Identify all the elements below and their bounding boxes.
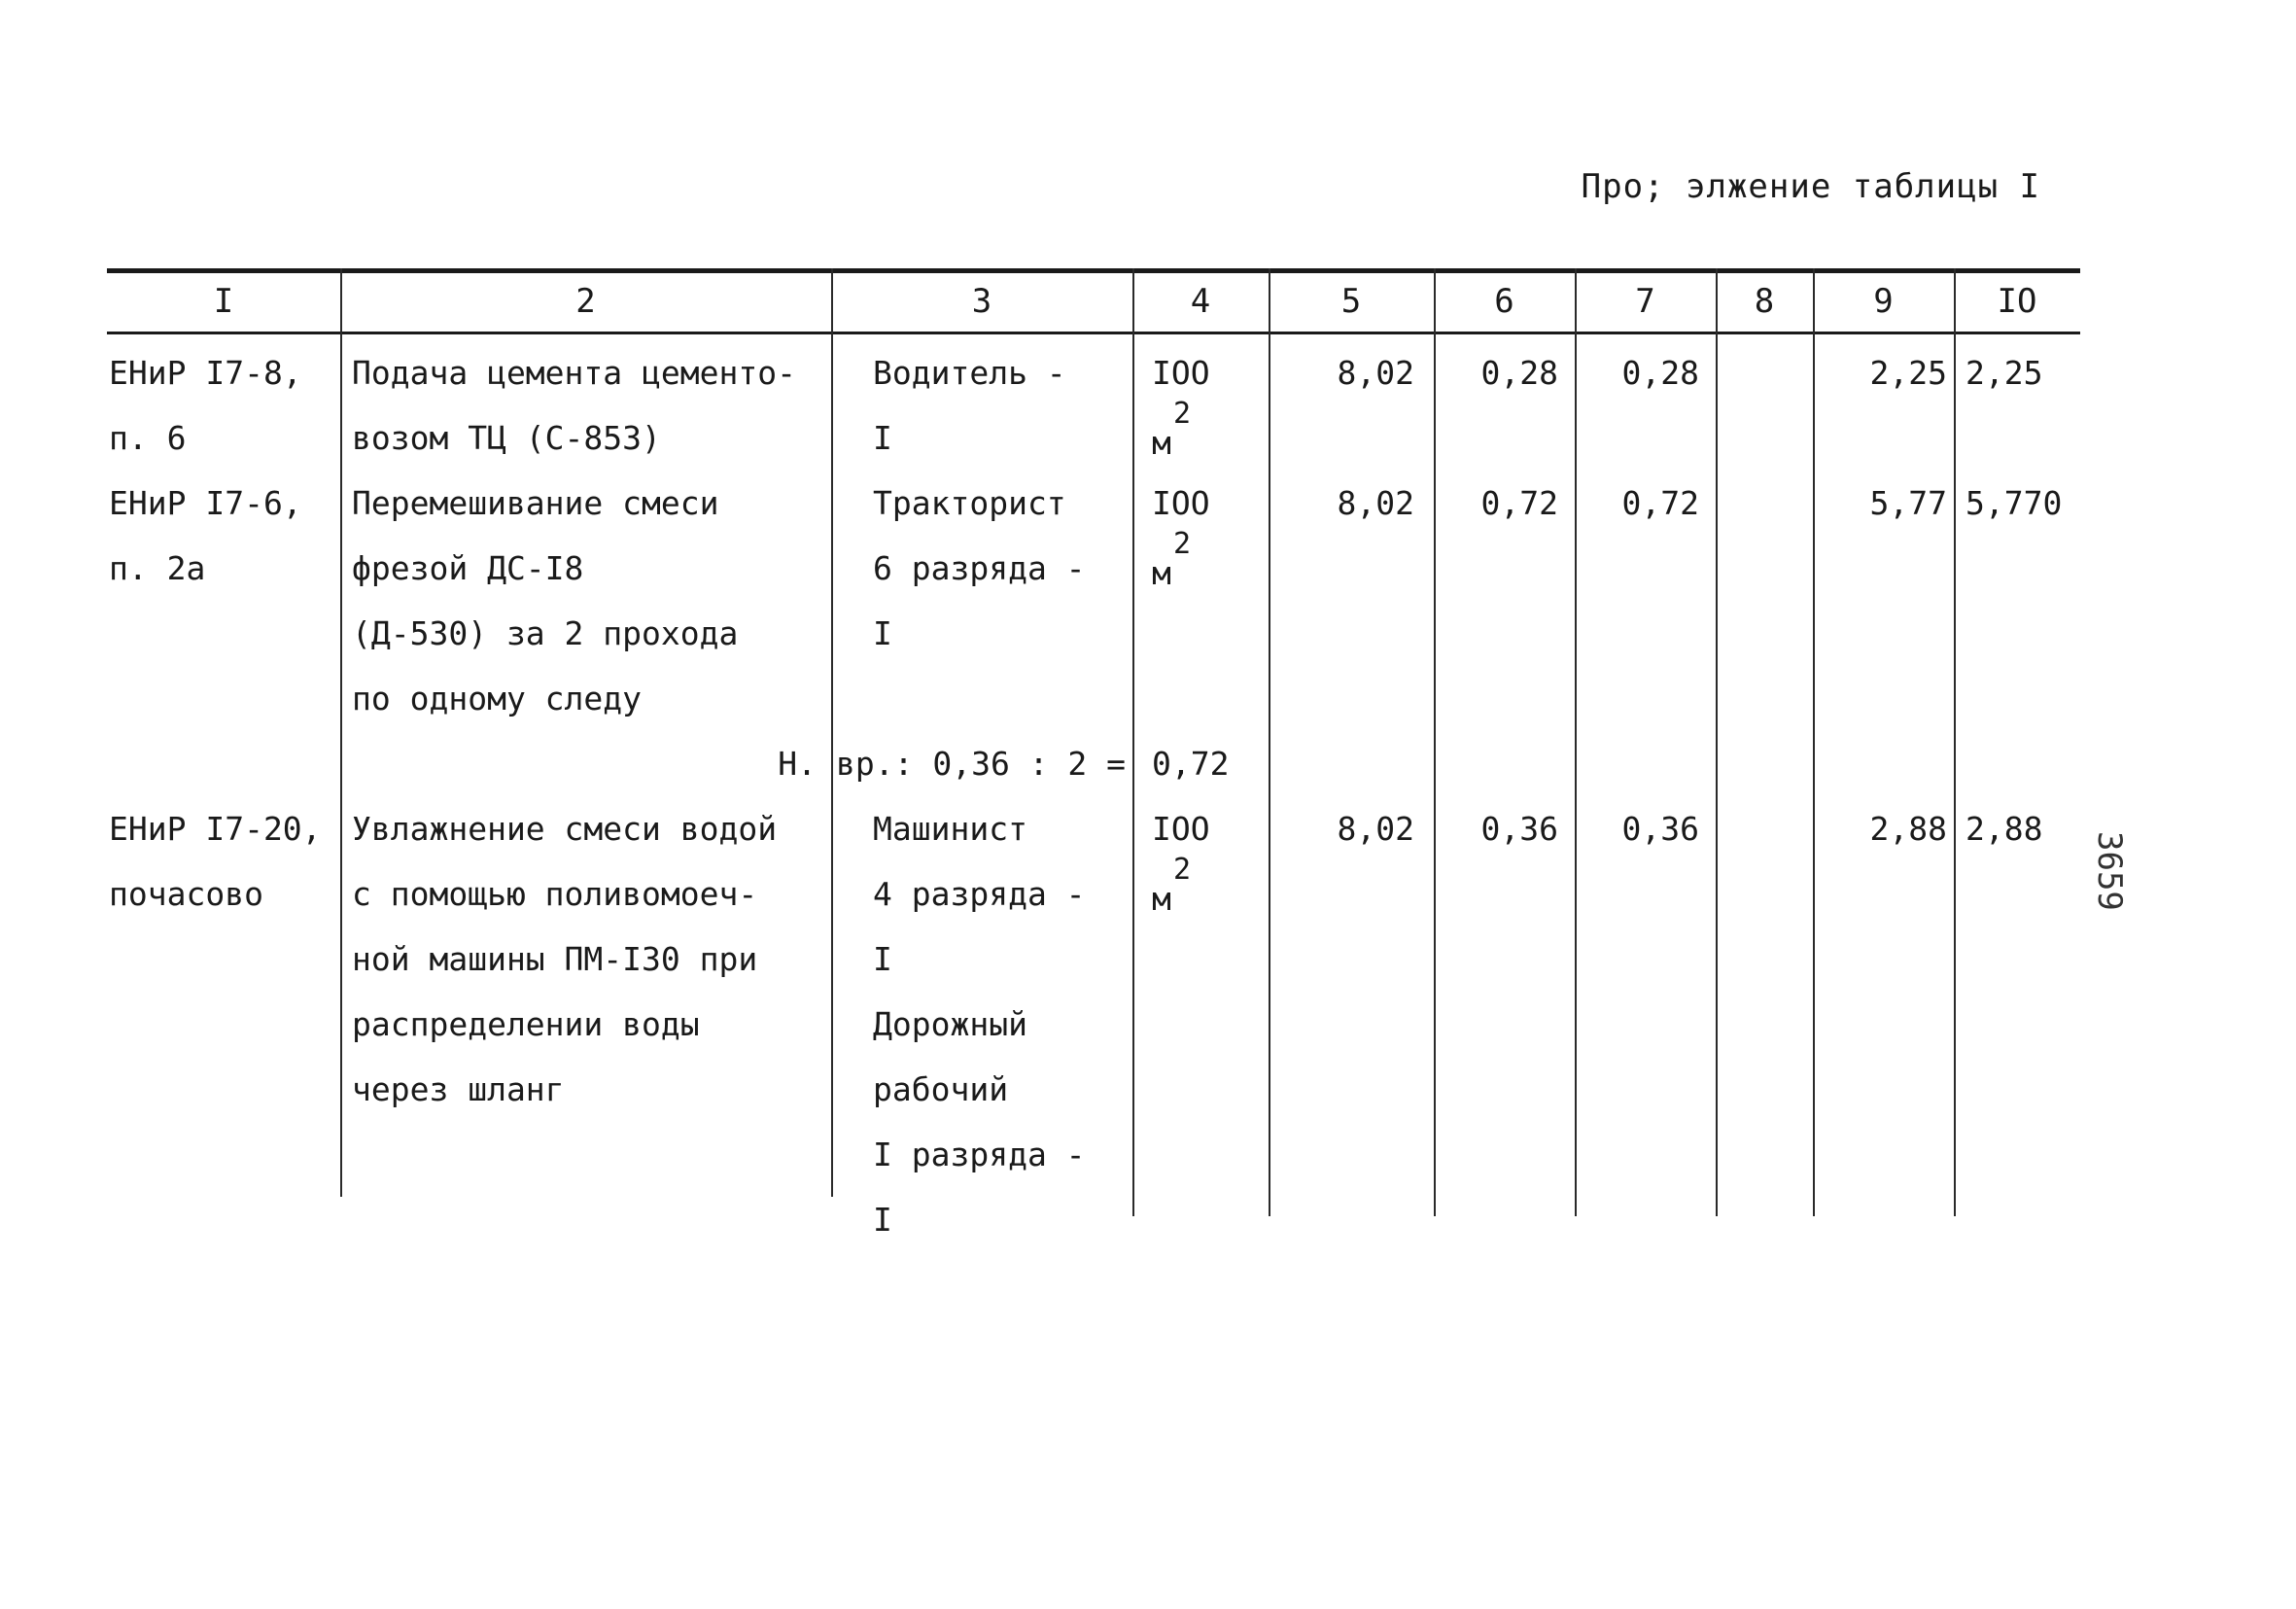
- value-col6: 0,72: [1480, 484, 1558, 522]
- norm-code: п. 2а: [109, 549, 206, 587]
- unit-measure: м: [1152, 424, 1171, 462]
- column-divider-4: [1269, 268, 1270, 1216]
- formula-prefix: Н.: [778, 745, 817, 783]
- work-description: Подача цемента цементо-: [352, 354, 796, 392]
- column-header: 9: [1873, 282, 1894, 321]
- work-description: Увлажнение смеси водой: [352, 810, 778, 848]
- work-description: с помощью поливомоеч-: [352, 875, 758, 913]
- value-col5: 8,02: [1337, 810, 1414, 848]
- crew-composition: рабочий: [873, 1070, 1009, 1108]
- work-description: по одному следу: [352, 680, 643, 717]
- unit-power: 2: [1173, 527, 1192, 561]
- crew-composition: I: [873, 940, 892, 978]
- column-header: I: [213, 282, 234, 321]
- column-header: 6: [1494, 282, 1514, 321]
- column-header: 7: [1635, 282, 1655, 321]
- crew-composition: Тракторист: [873, 484, 1066, 522]
- column-divider-6: [1575, 268, 1577, 1216]
- work-description: распределении воды: [352, 1005, 700, 1043]
- norms-table: [107, 268, 2080, 1241]
- value-col10: 5,770: [1966, 484, 2063, 522]
- column-divider-9: [1954, 268, 1956, 1216]
- value-col6: 0,28: [1480, 354, 1558, 392]
- work-description: ной машины ПМ-I30 при: [352, 940, 758, 978]
- crew-composition: Машинист: [873, 810, 1027, 848]
- norm-code: ЕНиР I7-20,: [109, 810, 322, 848]
- value-col7: 0,72: [1621, 484, 1699, 522]
- column-divider-3: [1132, 268, 1134, 1216]
- crew-composition: I разряда -: [873, 1136, 1086, 1173]
- work-description: Перемешивание смеси: [352, 484, 719, 522]
- crew-composition: 4 разряда -: [873, 875, 1086, 913]
- value-col5: 8,02: [1337, 484, 1414, 522]
- value-col10: 2,88: [1966, 810, 2043, 848]
- norm-code: п. 6: [109, 419, 187, 457]
- value-col9: 5,77: [1869, 484, 1947, 522]
- unit-quantity: IOO: [1152, 354, 1210, 392]
- header-bottom-rule: [107, 332, 2080, 334]
- norm-code: почасово: [109, 875, 263, 913]
- value-col7: 0,28: [1621, 354, 1699, 392]
- value-col6: 0,36: [1480, 810, 1558, 848]
- crew-composition: 6 разряда -: [873, 549, 1086, 587]
- crew-composition: I: [873, 614, 892, 652]
- column-header: 8: [1754, 282, 1775, 321]
- table-continuation-heading: Про; элжение таблицы I: [1581, 167, 2040, 206]
- norm-code: ЕНиР I7-6,: [109, 484, 302, 522]
- work-description: (Д-530) за 2 прохода: [352, 614, 739, 652]
- value-col9: 2,88: [1869, 810, 1947, 848]
- work-description: фрезой ДС-I8: [352, 549, 584, 587]
- column-divider-5: [1434, 268, 1436, 1216]
- column-header: 4: [1190, 282, 1211, 321]
- value-col7: 0,36: [1621, 810, 1699, 848]
- unit-quantity: IOO: [1152, 484, 1210, 522]
- column-divider-2: [831, 268, 833, 1197]
- formula-result: 0,72: [1152, 745, 1230, 783]
- value-col9: 2,25: [1869, 354, 1947, 392]
- column-header: 3: [971, 282, 992, 321]
- norm-code: ЕНиР I7-8,: [109, 354, 302, 392]
- crew-composition: Водитель -: [873, 354, 1066, 392]
- crew-composition: Дорожный: [873, 1005, 1027, 1043]
- column-divider-8: [1813, 268, 1815, 1216]
- unit-power: 2: [1173, 853, 1192, 887]
- value-col5: 8,02: [1337, 354, 1414, 392]
- unit-measure: м: [1152, 554, 1171, 592]
- formula-expression: вр.: 0,36 : 2 =: [836, 745, 1127, 783]
- page-stamp-number: 3659: [2090, 831, 2129, 911]
- work-description: через шланг: [352, 1070, 565, 1108]
- unit-power: 2: [1173, 397, 1192, 431]
- column-divider-7: [1716, 268, 1718, 1216]
- value-col10: 2,25: [1966, 354, 2043, 392]
- column-header: IO: [1997, 282, 2037, 321]
- unit-quantity: IOO: [1152, 810, 1210, 848]
- crew-composition: I: [873, 1201, 892, 1239]
- column-header: 5: [1340, 282, 1362, 321]
- column-header: 2: [575, 282, 596, 321]
- unit-measure: м: [1152, 880, 1171, 918]
- crew-composition: I: [873, 419, 892, 457]
- work-description: возом ТЦ (С-853): [352, 419, 661, 457]
